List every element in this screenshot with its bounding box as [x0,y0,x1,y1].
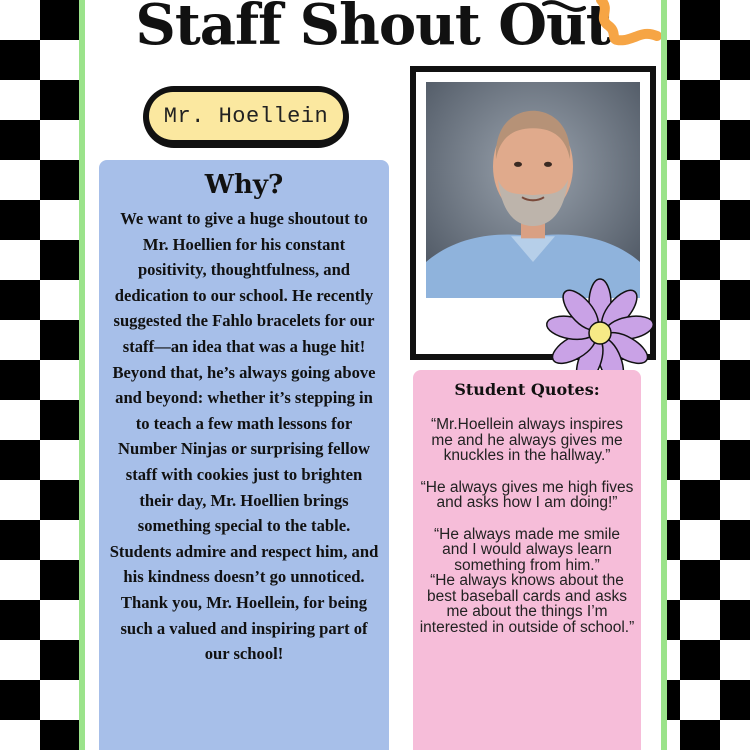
quote-item: “He always gives me high fives and asks how I am doing!” [420,478,634,511]
name-label: Mr. Hoellein [149,92,343,140]
poster-title: Staff Shout Out [135,0,611,58]
quotes-heading: Student Quotes: [454,380,600,399]
why-body-text: We want to give a huge shoutout to Mr. Hoellien for his constant positivity, thoughtfulness, and dedication to our school. He recently suggested the Fahlo bracelets for our staff—an idea that was a huge hit! Beyond that, he’s always going above and beyond: whether it’s stepping in to teach a few math lessons for Number Ninjas or surprising fellow staff with cookies just to brighten their day, Mr. Hoellien brings something special to the table. Students admire and respect him, and his kindness doesn’t go unnoticed. Thank you, Mr. Hoellein, for being such a valued and inspiring part of our school! [109,209,379,664]
poster [79,0,667,750]
why-panel [99,160,389,750]
squiggle-decoration [539,0,667,56]
quote-item: “He always knows about the best baseball cards and asks me about the things I’m interested in outside of school.” [419,572,635,636]
staff-portrait-photo [426,82,640,298]
name-badge [143,86,349,148]
student-quotes-panel [413,370,641,750]
why-heading: Why? [204,170,284,200]
quote-item: “He always made me smile and I would always learn something from him.” [433,525,621,574]
quote-item: “Mr.Hoellein always inspires me and he always gives me knuckles in the hallway.” [430,416,624,464]
